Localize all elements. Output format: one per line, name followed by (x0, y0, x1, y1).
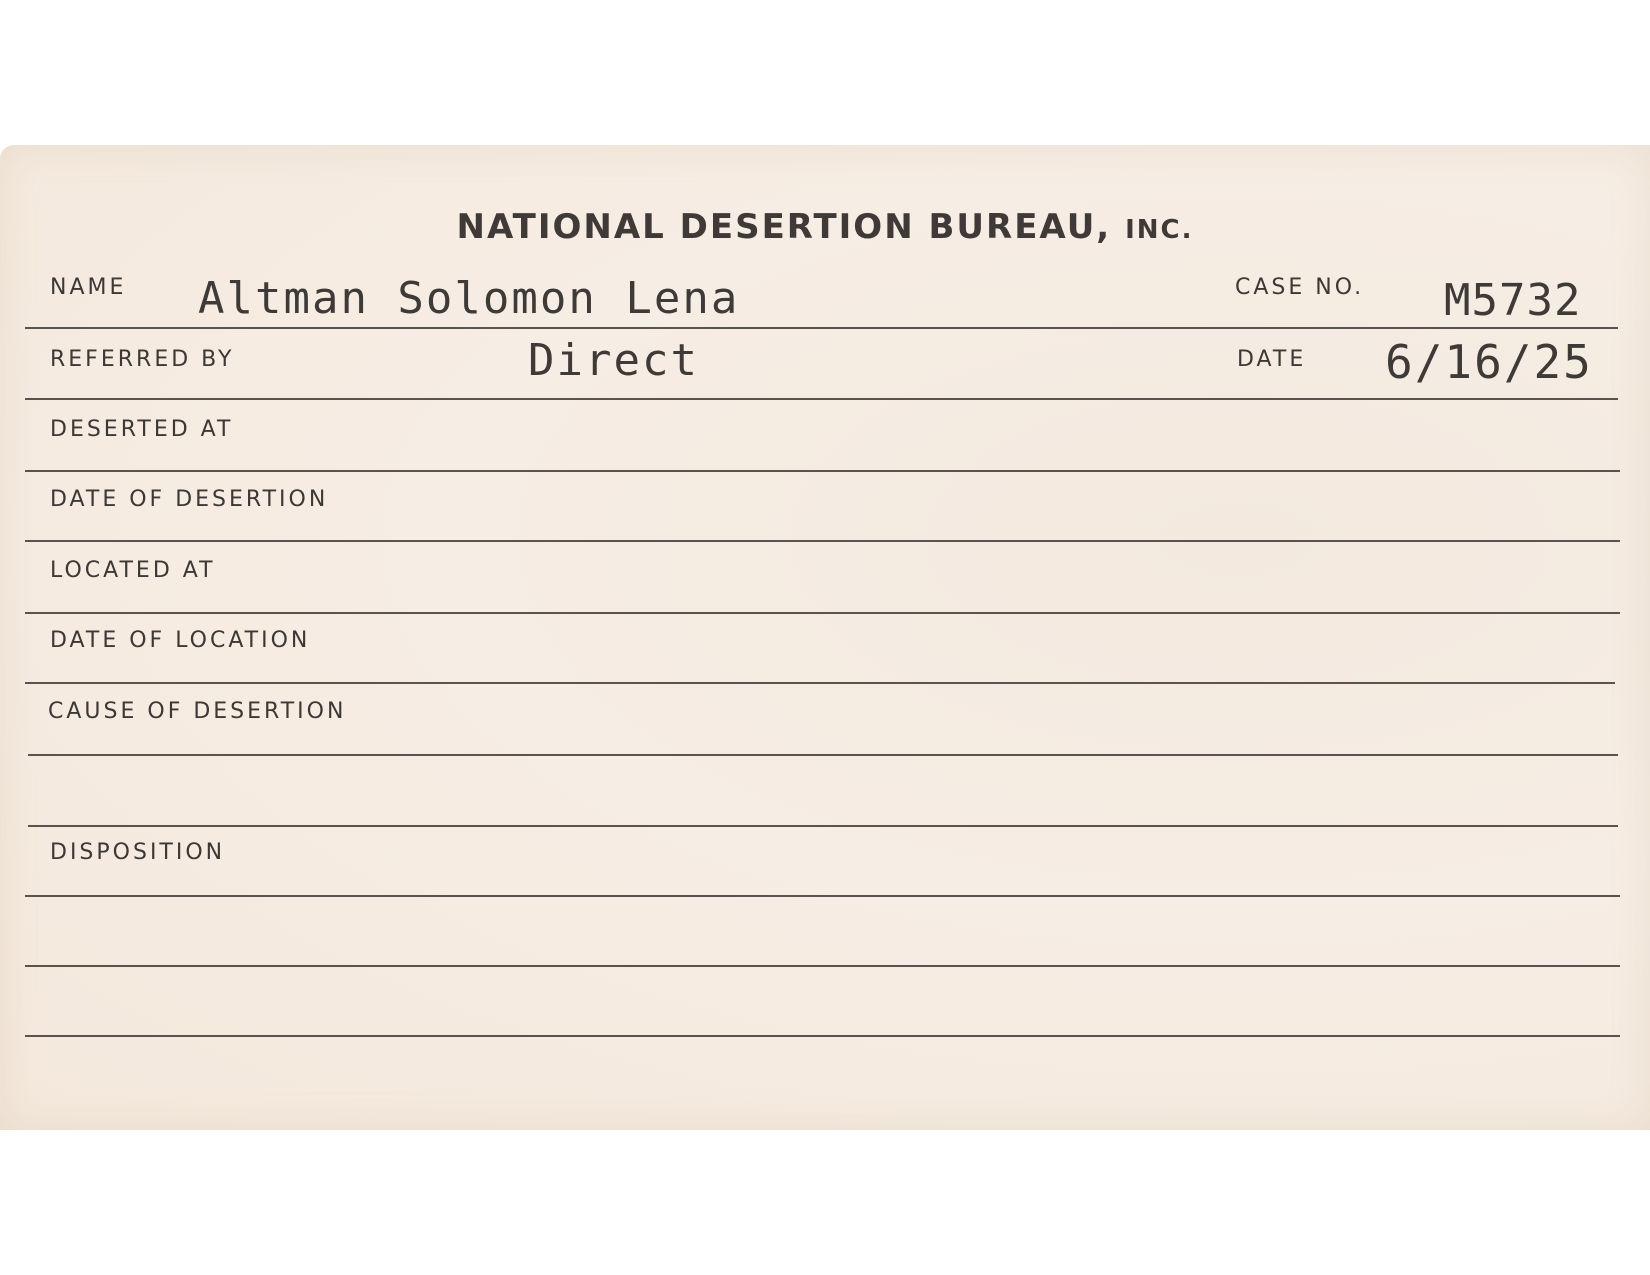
cause-of-desertion-label: CAUSE OF DESERTION (48, 699, 347, 724)
disposition-continuation-rule-1 (25, 965, 1620, 967)
case-no-label: CASE NO. (1235, 275, 1365, 300)
deserted-at-rule (25, 470, 1620, 472)
date-of-location-label: DATE OF LOCATION (50, 628, 311, 653)
name-rule (25, 327, 1240, 329)
case-no-rule (1240, 327, 1618, 329)
disposition-rule (25, 895, 1620, 897)
cause-continuation-rule (28, 825, 1618, 827)
cause-of-desertion-rule (28, 754, 1618, 756)
date-rule (1240, 398, 1618, 400)
referred-by-value: Direct (528, 335, 699, 386)
index-card (0, 145, 1650, 1130)
card-title-suffix: INC. (1125, 215, 1194, 245)
deserted-at-label: DESERTED AT (50, 417, 234, 442)
located-at-label: LOCATED AT (50, 558, 216, 583)
card-title-main: NATIONAL DESERTION BUREAU, (456, 207, 1112, 247)
disposition-continuation-rule-2 (25, 1035, 1620, 1037)
date-label: DATE (1237, 347, 1307, 372)
referred-by-label: REFERRED BY (50, 347, 235, 372)
referred-by-rule (25, 398, 1240, 400)
name-value: Altman Solomon Lena (198, 273, 740, 324)
date-value: 6/16/25 (1385, 335, 1593, 389)
card-title (0, 207, 1650, 247)
disposition-label: DISPOSITION (50, 840, 226, 865)
date-of-location-rule (25, 682, 1615, 684)
located-at-rule (25, 612, 1620, 614)
date-of-desertion-label: DATE OF DESERTION (50, 487, 329, 512)
case-no-value: M5732 (1444, 275, 1582, 326)
name-label: NAME (50, 275, 127, 300)
date-of-desertion-rule (25, 540, 1620, 542)
